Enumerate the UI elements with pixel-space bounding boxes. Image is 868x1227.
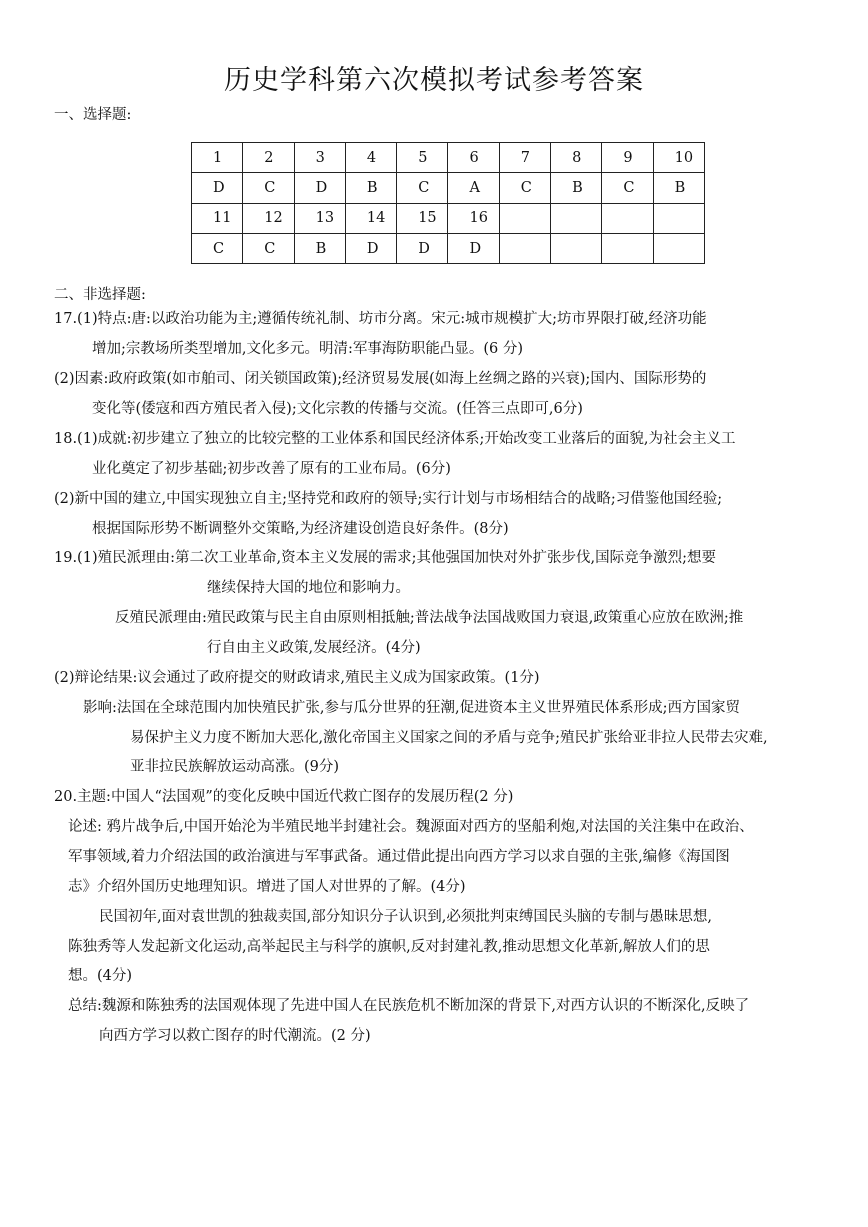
answer-line: 军事领域,着力介绍法国的政治演进与军事武备。通过借此提出向西方学习以求自强的主张,编修《海国图 (68, 849, 730, 865)
answer-line: 想。(4分) (68, 968, 133, 984)
answer-table-row (192, 173, 705, 203)
answer-cell (602, 233, 653, 263)
answer-line: 17.(1)特点:唐:以政治功能为主;遵循传统礼制、坊市分离。宋元:城市规模扩大;坊市界限打破,经济功能 (54, 311, 707, 327)
answer-cell: C (243, 233, 294, 263)
question-number-cell: 8 (551, 143, 602, 173)
question-number-cell: 2 (243, 143, 294, 173)
answer-cell (653, 233, 704, 263)
question-number-cell: 7 (499, 143, 550, 173)
question-number-cell: 15 (397, 203, 448, 233)
question-number-cell (551, 203, 602, 233)
answer-line: 18.(1)成就:初步建立了独立的比较完整的工业体系和国民经济体系;开始改变工业落后的面貌,为社会主义工 (54, 431, 736, 447)
answer-line: 增加;宗教场所类型增加,文化多元。明清:军事海防职能凸显。(6 分) (92, 341, 524, 357)
question-number-cell: 6 (448, 143, 499, 173)
answer-line: 论述: 鸦片战争后,中国开始沦为半殖民地半封建社会。魏源面对西方的坚船利炮,对法国的关注集中在政治、 (68, 819, 754, 835)
answer-line: (2)辩论结果:议会通过了政府提交的财政请求,殖民主义成为国家政策。(1分) (54, 670, 540, 686)
answer-line: 反殖民派理由:殖民政策与民主自由原则相抵触;普法战争法国战败国力衰退,政策重心应放在欧洲;推 (115, 610, 744, 626)
question-number-cell: 5 (397, 143, 448, 173)
answer-cell (499, 233, 550, 263)
question-number-cell: 11 (192, 203, 243, 233)
question-number-cell: 4 (345, 143, 396, 173)
answer-cell: D (345, 233, 396, 263)
answer-line: 继续保持大国的地位和影响力。 (207, 580, 410, 596)
answer-line: 业化奠定了初步基础;初步改善了原有的工业布局。(6分) (92, 461, 451, 477)
answer-cell: D (294, 173, 345, 203)
question-number-cell: 16 (448, 203, 499, 233)
answer-cell: B (294, 233, 345, 263)
answer-cell: D (448, 233, 499, 263)
question-number-cell: 9 (602, 143, 653, 173)
answer-line: 民国初年,面对袁世凯的独裁卖国,部分知识分子认识到,必须批判束缚国民头脑的专制与愚昧思想, (99, 909, 712, 925)
answer-table-row (192, 143, 705, 173)
answer-line: (2)新中国的建立,中国实现独立自主;坚持党和政府的领导;实行计划与市场相结合的战略;习借鉴他国经验; (54, 491, 723, 507)
answer-line: 影响:法国在全球范围内加快殖民扩张,参与瓜分世界的狂潮,促进资本主义世界殖民体系形成;西方国家贸 (83, 700, 740, 716)
answer-line: (2)因素:政府政策(如市舶司、闭关锁国政策);经济贸易发展(如海上丝绸之路的兴衰);国内、国际形势的 (54, 371, 707, 387)
answer-cell: D (397, 233, 448, 263)
answer-line: 根据国际形势不断调整外交策略,为经济建设创造良好条件。(8分) (92, 521, 509, 537)
question-number-cell (602, 203, 653, 233)
answer-line: 向西方学习以救亡图存的时代潮流。(2 分) (99, 1028, 371, 1044)
answer-cell: B (653, 173, 704, 203)
answer-line: 行自由主义政策,发展经济。(4分) (207, 640, 421, 656)
question-number-cell: 1 (192, 143, 243, 173)
answer-cell: A (448, 173, 499, 203)
answer-line: 志》介绍外国历史地理知识。增进了国人对世界的了解。(4分) (68, 879, 466, 895)
question-number-cell (499, 203, 550, 233)
question-number-cell: 13 (294, 203, 345, 233)
answer-line: 变化等(倭寇和西方殖民者入侵);文化宗教的传播与交流。(任答三点即可,6分) (92, 401, 583, 417)
section-heading-choice: 一、选择题: (54, 107, 132, 123)
answer-line: 19.(1)殖民派理由:第二次工业革命,资本主义发展的需求;其他强国加快对外扩张步伐,国际竞争激烈;想要 (54, 550, 716, 566)
question-number-cell: 12 (243, 203, 294, 233)
answer-cell: C (243, 173, 294, 203)
answer-cell: C (602, 173, 653, 203)
answer-table-row (192, 233, 705, 263)
answer-cell: B (551, 173, 602, 203)
answer-cell: C (397, 173, 448, 203)
answer-cell: D (192, 173, 243, 203)
answer-cell: B (345, 173, 396, 203)
answer-line: 总结:魏源和陈独秀的法国观体现了先进中国人在民族危机不断加深的背景下,对西方认识的不断深化,反映了 (68, 998, 750, 1014)
question-number-cell: 10 (653, 143, 704, 173)
page-title: 历史学科第六次模拟考试参考答案 (224, 65, 644, 96)
answer-line: 亚非拉民族解放运动高涨。(9分) (130, 759, 340, 775)
answer-cell: C (499, 173, 550, 203)
answer-cell: C (192, 233, 243, 263)
answer-line: 陈独秀等人发起新文化运动,高举起民主与科学的旗帜,反对封建礼教,推动思想文化革新,解放人们的思 (68, 939, 710, 955)
question-number-cell: 3 (294, 143, 345, 173)
answer-line: 20.主题:中国人“法国观”的变化反映中国近代救亡图存的发展历程(2 分) (54, 789, 514, 805)
answer-table-row (192, 203, 705, 233)
answer-cell (551, 233, 602, 263)
answer-line: 易保护主义力度不断加大恶化,激化帝国主义国家之间的矛盾与竞争;殖民扩张给亚非拉人民带去灾难, (130, 730, 768, 746)
answer-table (191, 142, 705, 264)
question-number-cell: 14 (345, 203, 396, 233)
question-number-cell (653, 203, 704, 233)
section-heading-nonchoice: 二、非选择题: (54, 287, 146, 303)
